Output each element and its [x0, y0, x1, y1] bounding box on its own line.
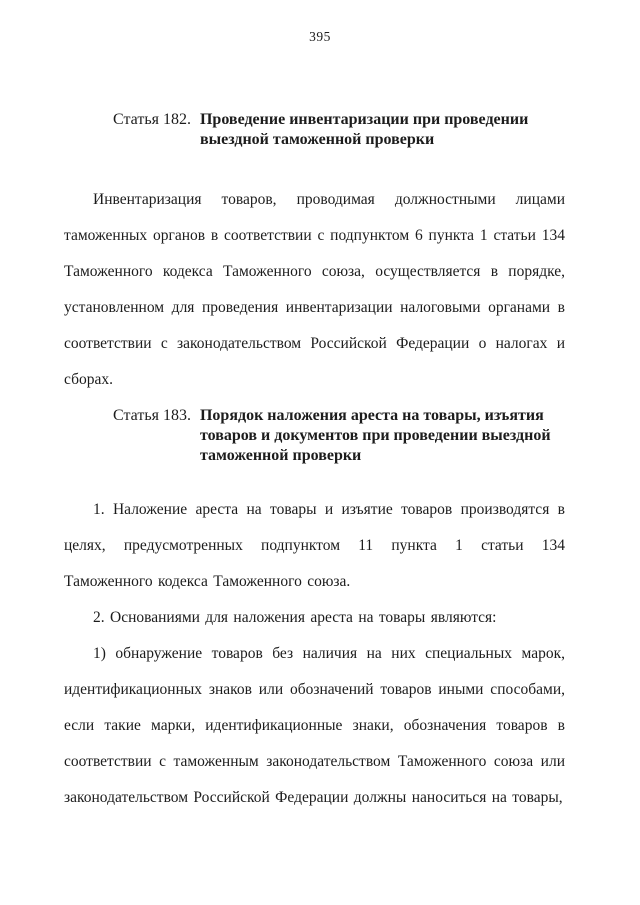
- article-182-heading: [113, 110, 565, 150]
- article-183: [64, 406, 565, 816]
- article-182-label: Статья 182.: [113, 111, 191, 128]
- article-183-title: Порядок наложения ареста на товары, изъятия товаров и документов при проведении выездной таможенной проверки: [199, 407, 551, 464]
- page-content: [0, 110, 640, 816]
- article-183-paragraph-1: 1. Наложение ареста на товары и изъятие товаров производятся в целях, предусмотренных подпунктом 11 пункта 1 статьи 134 Таможенного кодекса Таможенного союза.: [64, 501, 565, 590]
- article-183-label: Статья 183.: [113, 407, 191, 424]
- article-183-paragraph-2: 2. Основаниями для наложения ареста на товары являются:: [93, 609, 497, 626]
- article-183-paragraph-3: 1) обнаружение товаров без наличия на них специальных марок, идентификационных знаков или обозначений товаров иными способами, если такие марки, идентификационные знаки, обозначения товаров в соответствии с таможенным законодательством Таможенного союза или законодательством Российской Федерации должны наноситься на товары,: [64, 645, 565, 806]
- article-182-title: Проведение инвентаризации при проведении выездной таможенной проверки: [199, 111, 529, 148]
- article-182-paragraph: Инвентаризация товаров, проводимая должностными лицами таможенных органов в соответствии с подпунктом 6 пункта 1 статьи 134 Таможенного кодекса Таможенного союза, осуществляется в порядке, установленном для проведения инвентаризации налоговыми органами в соответствии с законодательством Российской Федерации о налогах и сборах.: [64, 191, 565, 388]
- article-183-heading: [113, 406, 565, 466]
- article-182: [64, 110, 565, 398]
- page-number: 395: [309, 29, 331, 44]
